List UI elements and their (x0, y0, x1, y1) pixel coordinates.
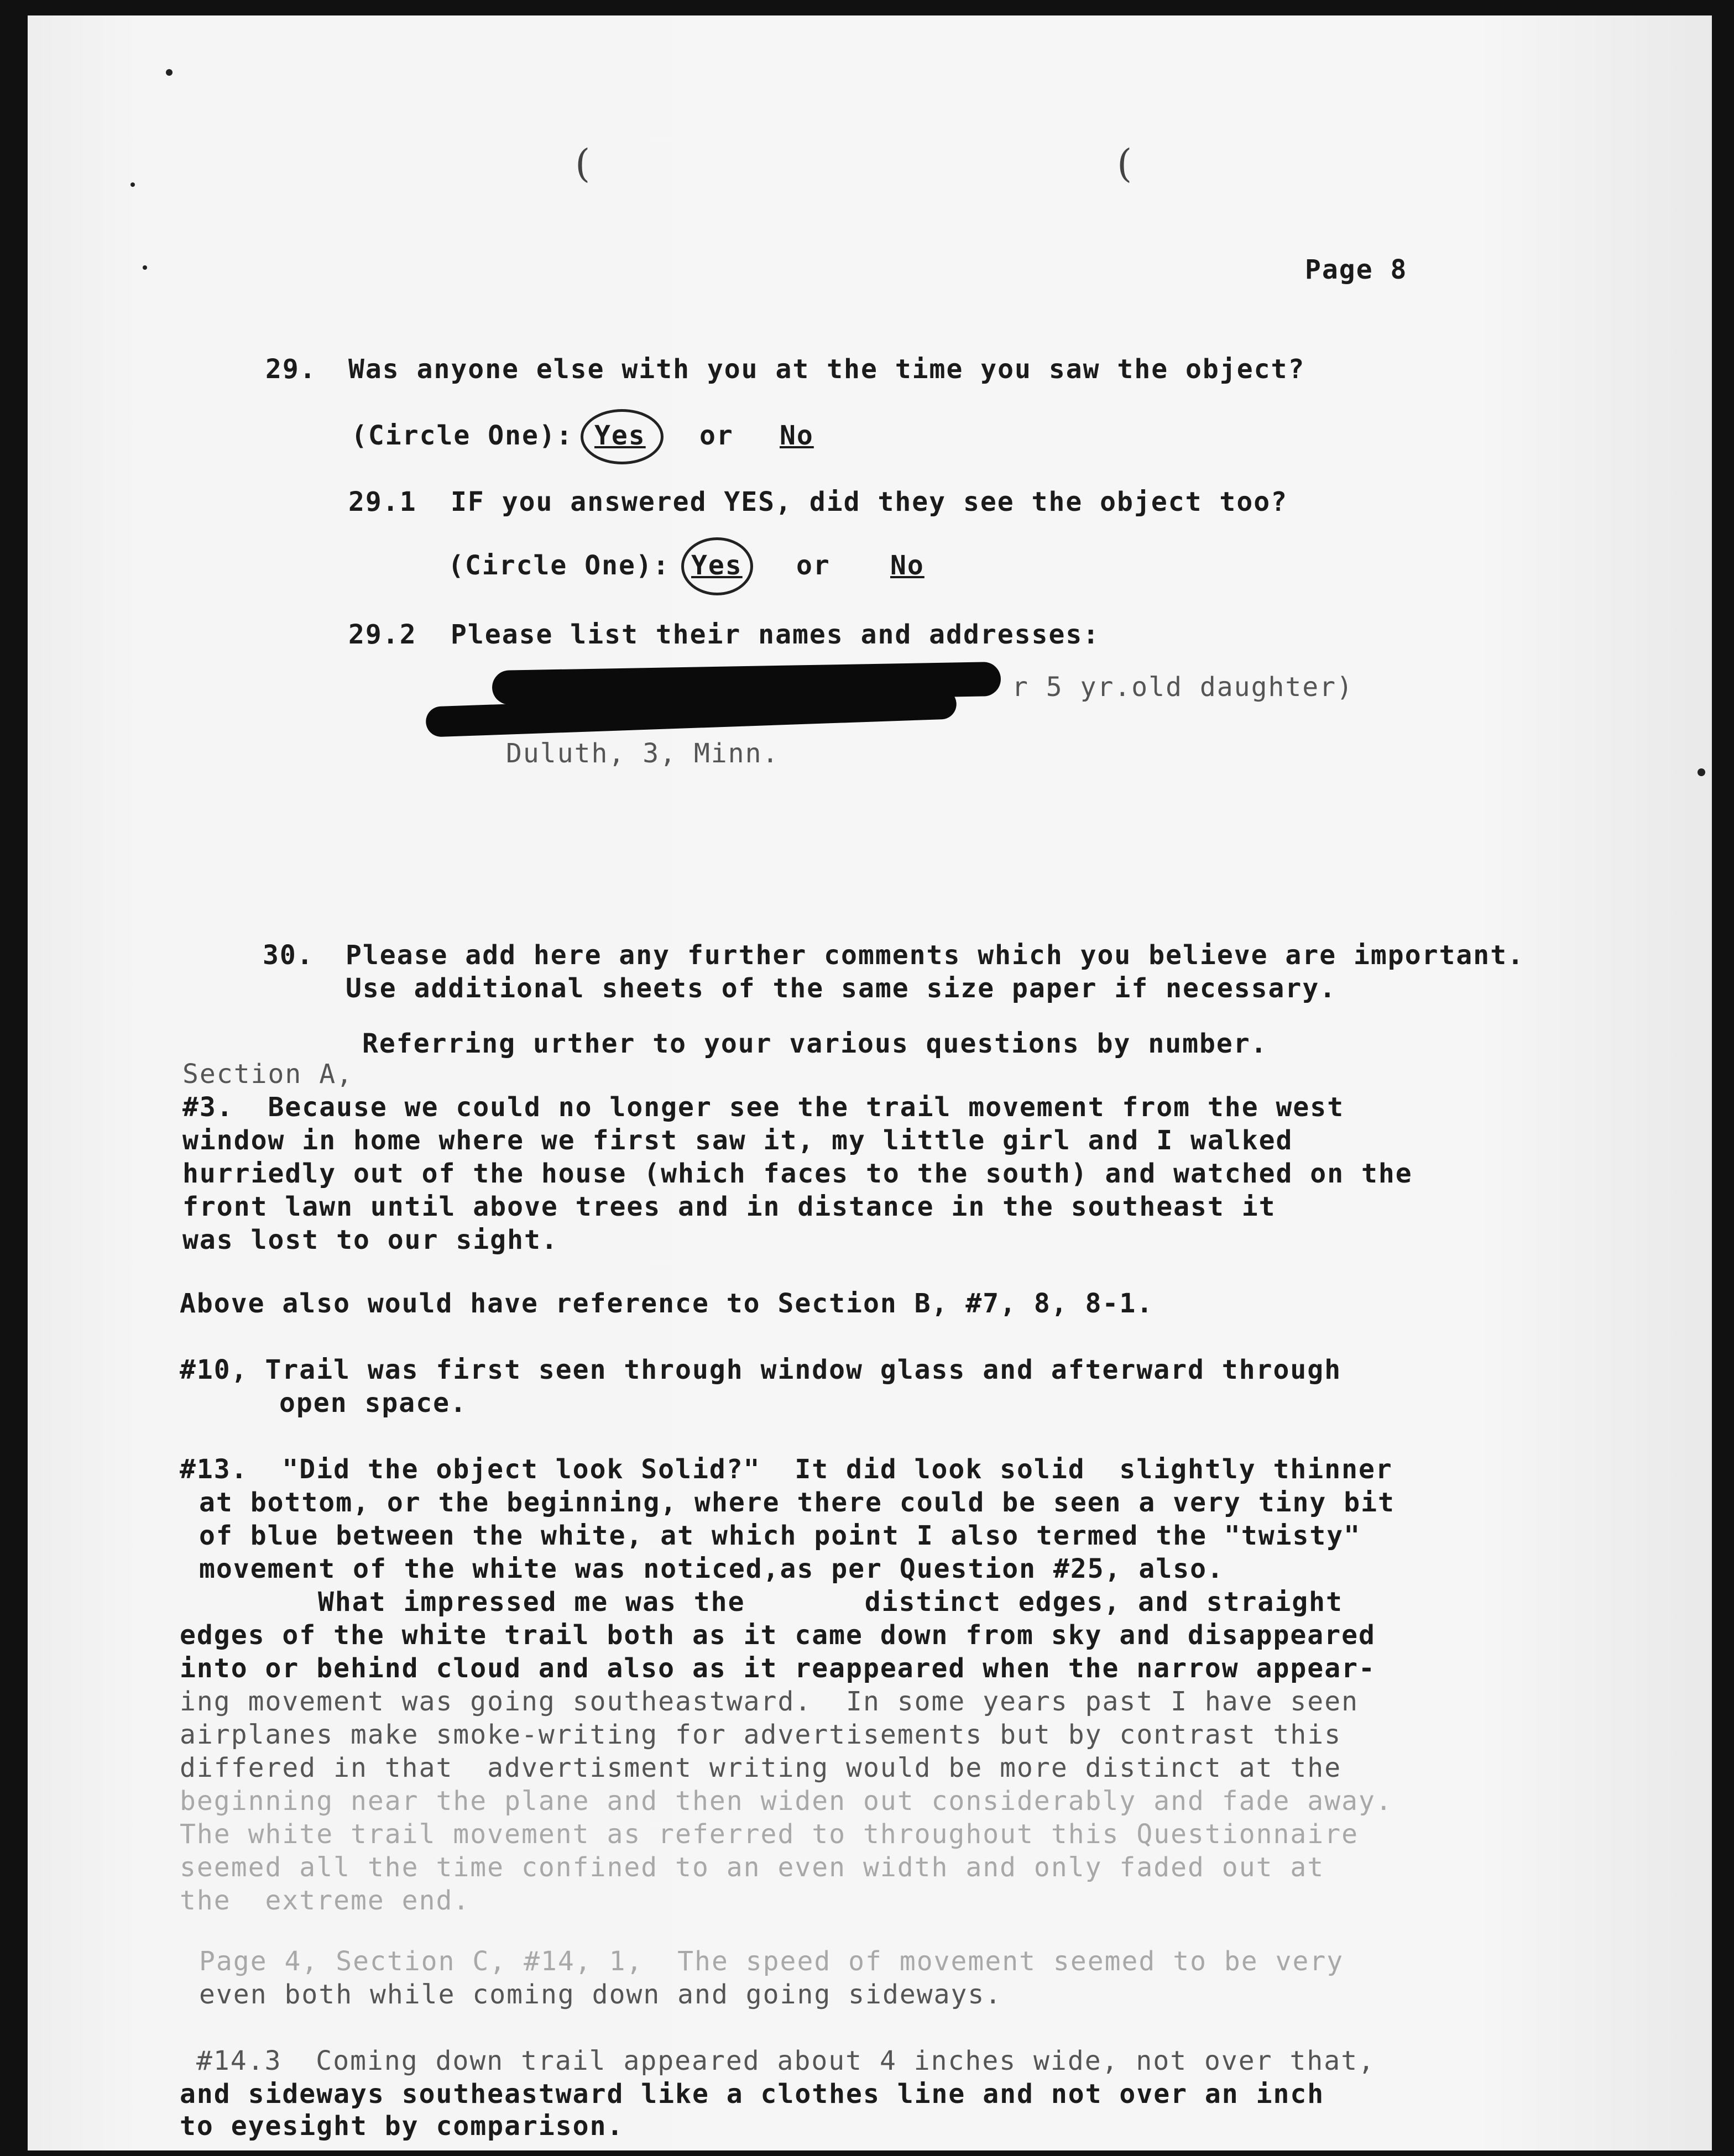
comment-line: differed in that advertisment writing would be more distinct at the (180, 1752, 1342, 1783)
comment-line: #3. Because we could no longer see the trail movement from the west (182, 1092, 1345, 1123)
comment-line: #10, Trail was first seen through window glass and afterward through (180, 1354, 1342, 1385)
comment-line: of blue between the white, at which point I also termed the "twisty" (199, 1520, 1361, 1551)
scan-mark-left-paren: ( (575, 141, 591, 186)
comment-line: hurriedly out of the house (which faces to the south) and watched on the (182, 1158, 1413, 1189)
q29-1-circle-prompt: (Circle One): (448, 550, 670, 581)
comment-line: airplanes make smoke-writing for advertisements but by contrast this (180, 1719, 1342, 1750)
scan-speck (130, 182, 135, 187)
comment-line: front lawn until above trees and in distance in the southeast it (182, 1191, 1276, 1222)
comment-line: ing movement was going southeastward. In some years past I have seen (180, 1686, 1359, 1717)
comment-line: beginning near the plane and then widen out considerably and fade away. (180, 1786, 1393, 1817)
q30-line2: Use additional sheets of the same size paper if necessary. (346, 973, 1337, 1004)
q29-or: or (699, 420, 734, 451)
q29-number: 29. (265, 354, 317, 385)
q29-1-yes: Yes (691, 550, 743, 581)
q29-yes: Yes (594, 420, 646, 451)
comment-line: even both while coming down and going sideways. (199, 1979, 1002, 2010)
comment-line: Section A, (182, 1059, 353, 1090)
comment-line: #13. "Did the object look Solid?" It did look solid slightly thinner (180, 1454, 1393, 1485)
comment-line: Page 4, Section C, #14, 1, The speed of movement seemed to be very (199, 1946, 1344, 1977)
comment-line: Referring urther to your various questions by number. (362, 1028, 1268, 1059)
q29-1-or: or (796, 550, 831, 581)
q29-1-number: 29.1 (348, 486, 417, 517)
q30-line1: Please add here any further comments which you believe are important. (346, 940, 1524, 971)
q29-1-no: No (890, 550, 925, 581)
scan-border-right (1712, 0, 1734, 2156)
page-number: Page 8 (1305, 254, 1408, 285)
comment-line: open space. (279, 1388, 467, 1419)
scan-border-bottom (0, 2150, 1734, 2156)
q29-2-question: Please list their names and addresses: (451, 619, 1100, 650)
comment-line: movement of the white was noticed,as per Question #25, also. (199, 1553, 1224, 1584)
q29-1-question: IF you answered YES, did they see the object too? (451, 486, 1288, 517)
comment-line: to eyesight by comparison. (180, 2111, 624, 2142)
scan-border-left (0, 0, 28, 2156)
scan-speck (166, 69, 173, 76)
comment-line: the extreme end. (180, 1885, 471, 1916)
comment-line: Above also would have reference to Section B, #7, 8, 8-1. (180, 1288, 1154, 1319)
scan-speck (1698, 768, 1705, 776)
q29-2-number: 29.2 (348, 619, 417, 650)
q30-number: 30. (263, 940, 314, 971)
comment-line: #14.3 Coming down trail appeared about 4 inches wide, not over that, (196, 2045, 1375, 2076)
comment-line: seemed all the time confined to an even width and only faded out at (180, 1852, 1325, 1883)
comment-line: into or behind cloud and also as it reappeared when the narrow appear- (180, 1653, 1376, 1684)
comment-line: The white trail movement as referred to throughout this Questionnaire (180, 1819, 1359, 1850)
comment-line: What impressed me was the distinct edges, and straight (318, 1587, 1343, 1618)
comment-line: at bottom, or the beginning, where there could be seen a very tiny bit (199, 1487, 1395, 1518)
q29-2-entry-line2: Duluth, 3, Minn. (506, 738, 780, 769)
q29-question: Was anyone else with you at the time you saw the object? (348, 354, 1305, 385)
q29-no: No (780, 420, 814, 451)
scan-border-top (0, 0, 1734, 15)
scan-speck (143, 265, 147, 270)
q29-2-entry-line1: r 5 yr.old daughter) (1012, 672, 1354, 703)
comment-line: window in home where we first saw it, my little girl and I walked (182, 1125, 1293, 1156)
scan-mark-right-paren: ( (1117, 141, 1132, 186)
comment-line: and sideways southeastward like a clothes line and not over an inch (180, 2079, 1325, 2110)
comment-line: edges of the white trail both as it came down from sky and disappeared (180, 1620, 1376, 1651)
q29-circle-prompt: (Circle One): (351, 420, 573, 451)
comment-line: was lost to our sight. (182, 1224, 558, 1255)
